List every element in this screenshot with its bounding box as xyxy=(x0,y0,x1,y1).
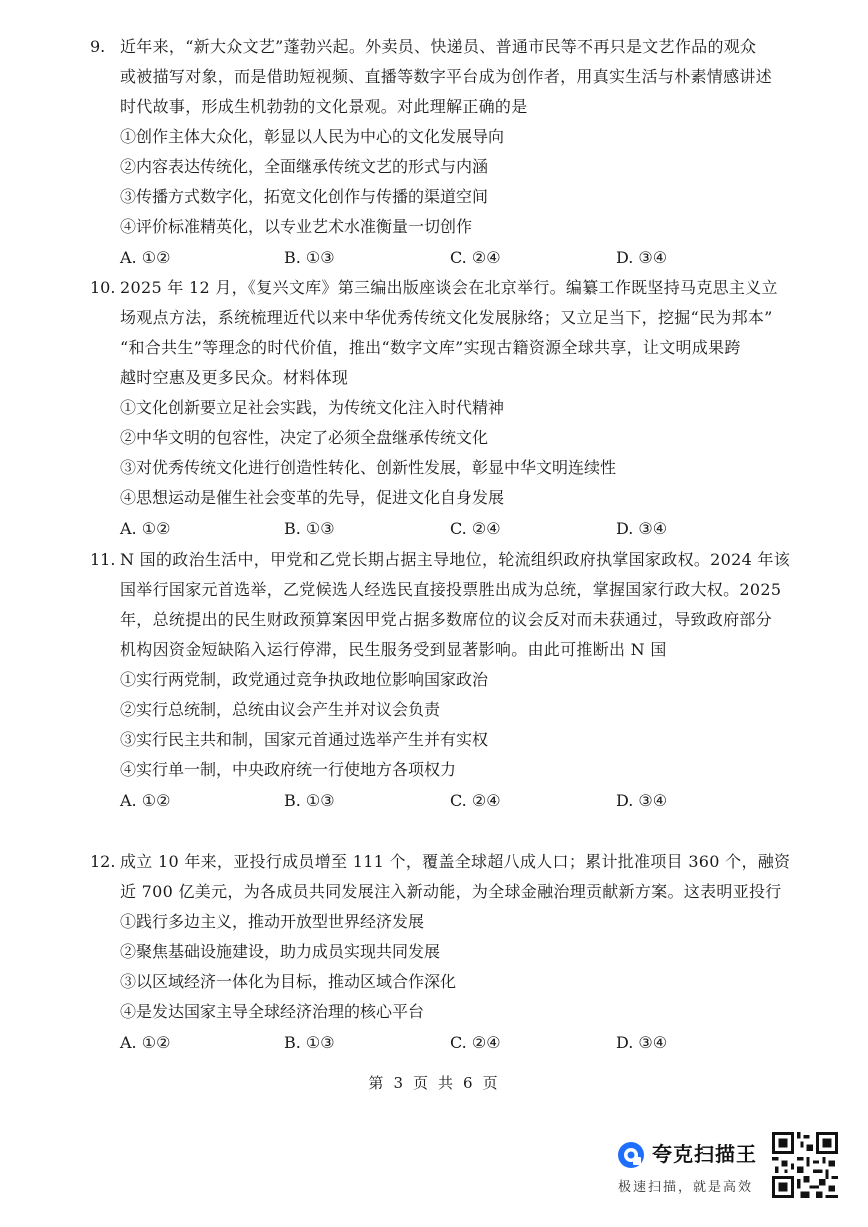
stem-line: 或被描写对象，而是借助短视频、直播等数字平台成为创作者，用真实生活与朴素情感讲述 xyxy=(120,67,773,86)
answer-choices xyxy=(120,514,800,544)
choice-b: B. ①③ xyxy=(284,519,335,538)
choice-b: B. ①③ xyxy=(284,791,335,810)
option-statement: ④思想运动是催生社会变革的先导，促进文化自身发展 xyxy=(120,488,505,507)
qr-code-icon xyxy=(772,1132,838,1198)
choice-a: A. ①② xyxy=(120,248,171,267)
answer-choices xyxy=(120,786,800,816)
footer-label: 共 xyxy=(438,1074,456,1092)
option-statement: ③以区域经济一体化为目标，推动区域合作深化 xyxy=(120,972,457,991)
option-statement: ③对优秀传统文化进行创造性转化、创新性发展，彰显中华文明连续性 xyxy=(120,458,617,477)
stem-line: 年，总统提出的民生财政预算案因甲党占据多数席位的议会反对而未获通过，导致政府部分 xyxy=(120,610,773,629)
stem-line: 机构因资金短缺陷入运行停滞，民生服务受到显著影响。由此可推断出 N 国 xyxy=(120,640,667,659)
question-number: 12. xyxy=(90,852,116,871)
scanner-app-name: 夸克扫描王 xyxy=(652,1142,757,1166)
quark-logo-icon xyxy=(616,1140,646,1170)
option-statement: ③实行民主共和制，国家元首通过选举产生并有实权 xyxy=(120,730,489,749)
choice-d: D. ③④ xyxy=(616,1033,668,1052)
question-number: 10. xyxy=(90,278,116,297)
choice-b: B. ①③ xyxy=(284,1033,335,1052)
option-statement: ②内容表达传统化，全面继承传统文艺的形式与内涵 xyxy=(120,157,489,176)
option-statement: ①创作主体大众化，彰显以人民为中心的文化发展导向 xyxy=(120,127,505,146)
choice-a: A. ①② xyxy=(120,1033,171,1052)
footer-label: 第 xyxy=(368,1074,386,1092)
footer-label: 页 xyxy=(412,1074,430,1092)
choice-a: A. ①② xyxy=(120,519,171,538)
stem-line: 越时空惠及更多民众。材料体现 xyxy=(120,368,349,387)
question-number: 11. xyxy=(90,550,116,569)
option-statement: ②中华文明的包容性，决定了必须全盘继承传统文化 xyxy=(120,428,489,447)
current-page: 3 xyxy=(393,1074,405,1092)
question-number: 9. xyxy=(90,37,106,56)
choice-d: D. ③④ xyxy=(616,519,668,538)
choice-d: D. ③④ xyxy=(616,791,668,810)
total-pages: 6 xyxy=(463,1074,475,1092)
footer-label: 页 xyxy=(482,1074,500,1092)
question-stem xyxy=(120,32,790,122)
choice-c: C. ②④ xyxy=(450,248,501,267)
option-statement: ①文化创新要立足社会实践，为传统文化注入时代精神 xyxy=(120,398,505,417)
stem-line: 成立 10 年来，亚投行成员增至 111 个，覆盖全球超八成人口；累计批准项目 360 个，融资 xyxy=(120,852,791,871)
page-number-footer xyxy=(0,1072,868,1093)
scanner-slogan: 极速扫描，就是高效 xyxy=(618,1180,754,1195)
answer-choices xyxy=(120,1028,800,1058)
stem-line: 近年来，“新大众文艺”蓬勃兴起。外卖员、快递员、普通市民等不再只是文艺作品的观众 xyxy=(120,37,757,56)
stem-line: “和合共生”等理念的时代价值，推出“数字文库”实现古籍资源全球共享，让文明成果跨 xyxy=(120,338,741,357)
option-statement: ②实行总统制，总统由议会产生并对议会负责 xyxy=(120,700,441,719)
choice-a: A. ①② xyxy=(120,791,171,810)
question-stem xyxy=(120,545,790,665)
option-statement: ②聚焦基础设施建设，助力成员实现共同发展 xyxy=(120,942,441,961)
stem-line: 时代故事，形成生机勃勃的文化景观。对此理解正确的是 xyxy=(120,97,528,116)
choice-c: C. ②④ xyxy=(450,1033,501,1052)
stem-line: 2025 年 12 月，《复兴文库》第三编出版座谈会在北京举行。编纂工作既坚持马克思主义立 xyxy=(120,278,778,297)
stem-line: 近 700 亿美元，为各成员共同发展注入新动能，为全球金融治理贡献新方案。这表明亚投行 xyxy=(120,882,782,901)
answer-choices xyxy=(120,243,800,273)
question-stem xyxy=(120,273,790,393)
stem-line: N 国的政治生活中，甲党和乙党长期占据主导地位，轮流组织政府执掌国家政权。2024 年该 xyxy=(120,550,791,569)
option-statement: ③传播方式数字化，拓宽文化创作与传播的渠道空间 xyxy=(120,187,489,206)
choice-c: C. ②④ xyxy=(450,519,501,538)
option-statement: ④评价标准精英化，以专业艺术水准衡量一切创作 xyxy=(120,217,473,236)
option-statement: ④是发达国家主导全球经济治理的核心平台 xyxy=(120,1002,425,1021)
question-stem xyxy=(120,847,790,907)
choice-c: C. ②④ xyxy=(450,791,501,810)
choice-b: B. ①③ xyxy=(284,248,335,267)
scanner-watermark xyxy=(616,1136,766,1198)
stem-line: 场观点方法，系统梳理近代以来中华优秀传统文化发展脉络；又立足当下，挖掘“民为邦本” xyxy=(120,308,773,327)
option-statement: ①践行多边主义，推动开放型世界经济发展 xyxy=(120,912,425,931)
stem-line: 国举行国家元首选举，乙党候选人经选民直接投票胜出成为总统，掌握国家行政大权。2025 xyxy=(120,580,782,599)
option-statement: ①实行两党制，政党通过竞争执政地位影响国家政治 xyxy=(120,670,489,689)
choice-d: D. ③④ xyxy=(616,248,668,267)
option-statement: ④实行单一制，中央政府统一行使地方各项权力 xyxy=(120,760,457,779)
